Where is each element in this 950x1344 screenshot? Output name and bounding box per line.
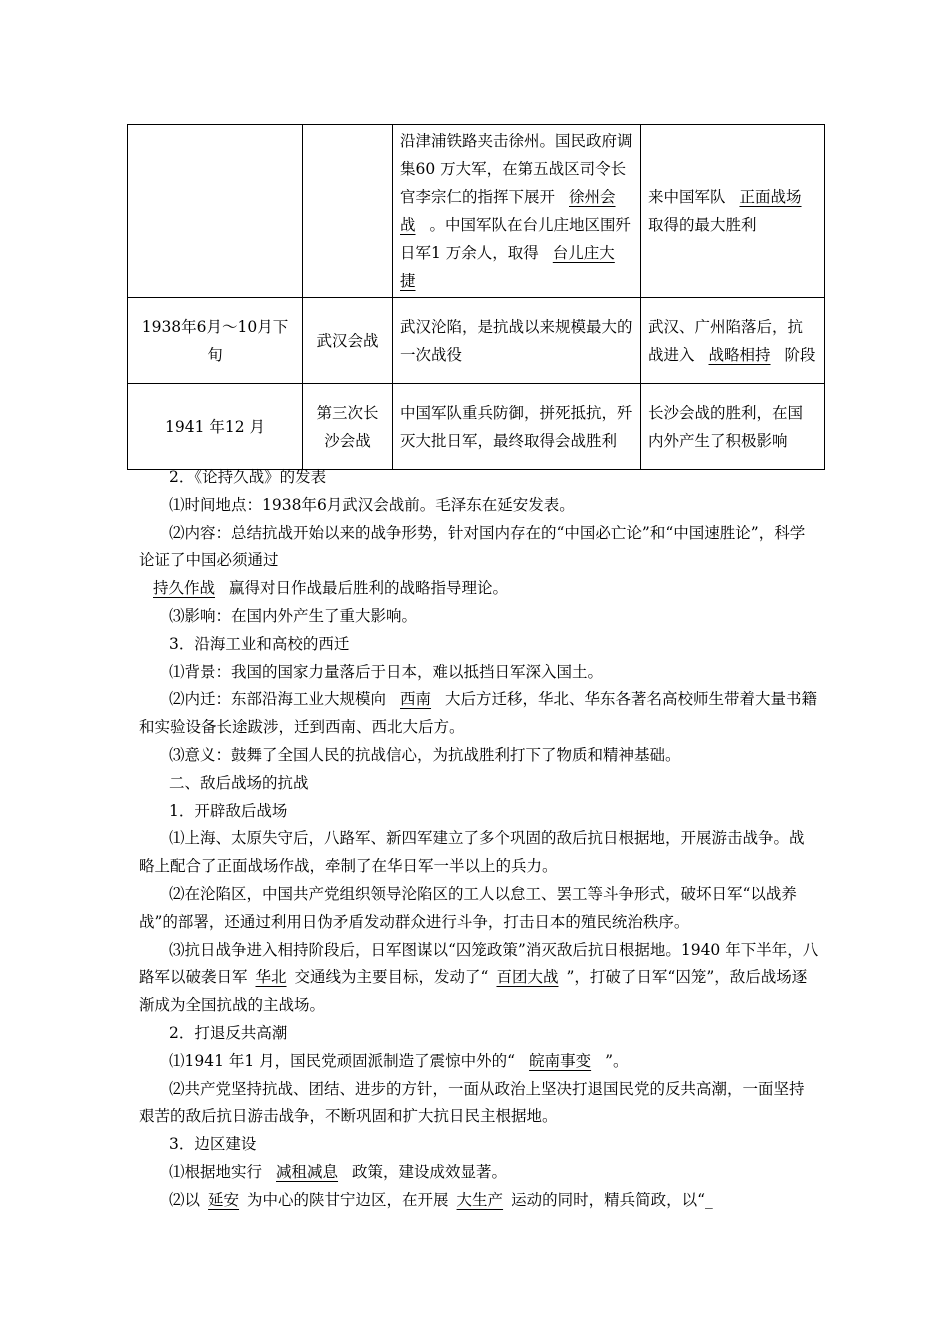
result-text: 阶段 <box>784 345 816 364</box>
paragraph-text: 政策，建设成效显著。 <box>352 1162 508 1181</box>
blank-answer: 台儿庄大捷 <box>400 244 615 290</box>
table-row <box>128 298 825 384</box>
paragraph-text: ⑵内迁：东部沿海工业大规模向 <box>169 690 387 709</box>
section-heading: 1．开辟敌后战场 <box>169 801 288 820</box>
paragraph-text: ⑵内容：总结抗战开始以来的战争形势，针对国内存在的“中国必亡论”和“中国速胜论”，科学论证了中国必须通过 <box>139 523 806 570</box>
section-heading: 3．边区建设 <box>169 1135 257 1154</box>
section-heading: 2．《论持久战》的发表 <box>169 468 327 486</box>
table-row <box>128 384 825 470</box>
blank-answer: 百团大战 <box>496 968 559 987</box>
paragraph-text: ⑵以 <box>169 1190 201 1209</box>
result-text: 取得的最大胜利 <box>648 216 757 234</box>
blank-answer: 减租减息 <box>276 1162 339 1181</box>
paragraph <box>139 575 819 603</box>
paragraph: ⑵在沦陷区，中国共产党组织领导沦陷区的工人以怠工、罢工等斗争形式，破坏日军“以战养战”的部署，还通过利用日伪矛盾发动群众进行斗争，打击日本的殖民统治秩序。 <box>139 884 797 931</box>
paragraph <box>139 1187 819 1215</box>
battle-table <box>127 124 825 470</box>
time-cell <box>128 125 303 298</box>
paragraph: ⑵共产党坚持抗战、团结、进步的方针，一面从政治上坚决打退国民党的反共高潮，一面坚持艰苦的敌后抗日游击战争，不断巩固和扩大抗日民主根据地。 <box>139 1079 805 1126</box>
process-cell: 武汉沦陷，是抗战以来规模最大的一次战役 <box>393 298 641 384</box>
paragraph-text: ⑴1941 年1 月，国民党顽固派制造了震惊中外的“ <box>169 1051 516 1070</box>
process-cell <box>393 125 641 298</box>
paragraph <box>139 937 819 1020</box>
result-cell <box>641 298 825 384</box>
section-heading: 3．沿海工业和高校的西迁 <box>169 634 350 653</box>
document-body <box>139 464 819 1215</box>
process-text: 沿津浦铁路夹击徐州。国民政府调集60 万大军，在第五战区司令长官李宗仁的指挥下展开 <box>400 132 633 206</box>
paragraph-text: ”，打破了日军“囚笼”，敌后战场逐渐成为全国抗战的主战场。 <box>139 968 808 1015</box>
blank-answer: 华北 <box>255 968 287 987</box>
blank-answer: 大生产 <box>456 1190 504 1209</box>
part-heading: 二、敌后战场的抗战 <box>169 773 309 792</box>
result-cell: 长沙会战的胜利，在国内外产生了积极影响 <box>641 384 825 470</box>
paragraph-text: 运动的同时，精兵简政，以“_ <box>511 1190 713 1209</box>
blank-answer: 徐州会战 <box>400 188 616 234</box>
section-heading: 2．打退反共高潮 <box>169 1023 288 1042</box>
paragraph: ⑶意义：鼓舞了全国人民的抗战信心，为抗战胜利打下了物质和精神基础。 <box>169 745 681 764</box>
process-text: 。中国军队在台儿庄地区围歼日军1 万余人，取得 <box>400 216 632 262</box>
paragraph-text: 交通线为主要目标，发动了“ <box>294 968 489 987</box>
paragraph-text: 为中心的陕甘宁边区，在开展 <box>247 1190 449 1209</box>
battle-name-cell: 第三次长沙会战 <box>303 384 393 470</box>
paragraph: ⑴上海、太原失守后，八路军、新四军建立了多个巩固的敌后抗日根据地，开展游击战争。战略上配合了正面战场作战，牵制了在华日军一半以上的兵力。 <box>139 829 805 876</box>
blank-answer: 皖南事变 <box>529 1051 592 1070</box>
paragraph-text: 大后方迁移，华北、华东各著名高校师生带着大量书籍和实验设备长途跋涉，迁到西南、西北大后方。 <box>139 690 818 737</box>
result-cell <box>641 125 825 298</box>
result-text: 武汉、广州陷落后，抗战进入 <box>648 317 804 364</box>
paragraph-text: ⑶抗日战争进入相持阶段后，日军图谋以“囚笼政策”消灭敌后抗日根据地。1940 年下半年，八路军以破袭日军 <box>139 940 819 987</box>
time-cell: 1941 年12 月 <box>128 384 303 470</box>
paragraph: ⑴时间地点：1938年6月武汉会战前。毛泽东在延安发表。 <box>169 495 575 514</box>
paragraph: ⑴背景：我国的国家力量落后于日本，难以抵挡日军深入国土。 <box>169 662 604 681</box>
battle-name-cell <box>303 125 393 298</box>
paragraph-text: ”。 <box>605 1051 629 1070</box>
blank-answer: 持久作战 <box>153 579 216 598</box>
process-cell: 中国军队重兵防御，拼死抵抗，歼灭大批日军，最终取得会战胜利 <box>393 384 641 470</box>
paragraph <box>139 1159 819 1187</box>
table-row <box>128 125 825 298</box>
paragraph <box>139 686 819 742</box>
paragraph: ⑶影响：在国内外产生了重大影响。 <box>169 606 418 625</box>
paragraph-text: ⑴根据地实行 <box>169 1162 263 1181</box>
blank-answer: 正面战场 <box>739 188 802 206</box>
time-cell: 1938年6月～10月下旬 <box>128 298 303 384</box>
battle-name-cell: 武汉会战 <box>303 298 393 384</box>
result-text: 来中国军队 <box>648 188 726 206</box>
paragraph-text: 赢得对日作战最后胜利的战略指导理论。 <box>229 579 509 598</box>
blank-answer: 延安 <box>208 1190 240 1209</box>
paragraph <box>139 520 819 576</box>
blank-answer: 西南 <box>400 690 432 709</box>
blank-answer: 战略相持 <box>708 345 771 364</box>
paragraph <box>139 1048 819 1076</box>
